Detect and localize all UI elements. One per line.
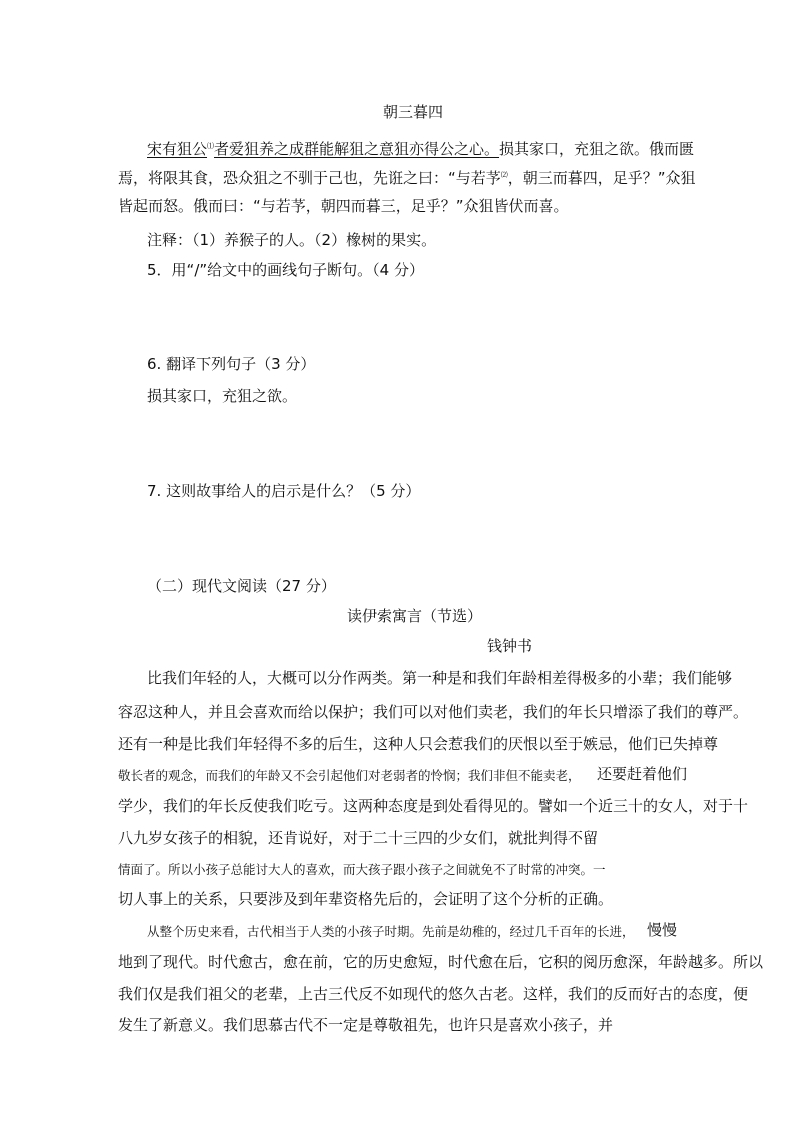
paragraph-text: 损其家口，充狙之欲。俄而匮 [499, 140, 695, 158]
paragraph-text: ，朝三而暮四，足乎？”众狙 [507, 169, 696, 187]
classical-paragraph-line-3: 皆起而怒。俄而曰：“与若芧，朝四而暮三，足乎？”众狙皆伏而喜。 [118, 197, 569, 215]
note-mark-1: ⑴ [207, 142, 215, 150]
modern-line-10: 地到了现代。时代愈古，愈在前，它的历史愈短，时代愈在后，它积的阅历愈深，年龄越多。所以 [118, 953, 764, 971]
modern-line-9: 从整个历史来看，古代相当于人类的小孩子时期。先前是幼稚的，经过几千百年的长进， [147, 924, 635, 939]
underlined-sentence-b: 者爱狙养之成群能解狙之意狙亦得公之心。 [214, 140, 500, 158]
classical-title: 朝三暮四 [383, 103, 444, 121]
modern-line-1: 比我们年轻的人，大概可以分作两类。第一种是和我们年龄相差得极多的小辈；我们能够 [147, 669, 733, 687]
classical-paragraph-line-2 [118, 165, 696, 188]
modern-line-8: 切人事上的关系，只要涉及到年辈资格先后的，会证明了这个分析的正确。 [118, 890, 614, 908]
question-5: 5．用“/”给文中的画线句子断句。（4 分） [147, 261, 424, 279]
question-7: 7. 这则故事给人的启示是什么？（5 分） [147, 482, 421, 500]
modern-line-7: 情面了。所以小孩子总能讨大人的喜欢，而大孩子跟小孩子之间就免不了时常的冲突。一 [118, 862, 606, 877]
underlined-sentence-a: 宋有狙公 [147, 140, 208, 158]
modern-line-11: 我们仅是我们祖父的老辈，上古三代反不如现代的悠久古老。这样，我们的反而好古的态度，便 [118, 985, 749, 1003]
question-6-sentence: 损其家口，充狙之欲。 [147, 387, 298, 405]
question-6: 6. 翻译下列句子（3 分） [147, 355, 316, 373]
modern-line-4: 敬长者的观念，而我们的年龄又不会引起他们对老弱者的怜悯；我们非但不能卖老， [118, 768, 581, 783]
note-mark-2: ⑵ [500, 171, 508, 179]
modern-line-6: 八九岁女孩子的相貌，还肯说好，对于二十三四的少女们，就批判得不留 [118, 829, 599, 847]
modern-line-9-end: 慢慢 [647, 921, 678, 939]
modern-line-12: 发生了新意义。我们思慕古代不一定是尊敬祖先，也许只是喜欢小孩子，并 [118, 1016, 614, 1034]
modern-line-3: 还有一种是比我们年轻得不多的后生，这种人只会惹我们的厌恨以至于嫉忌，他们已失掉尊 [118, 735, 719, 753]
modern-author: 钱钟书 [487, 637, 533, 655]
modern-line-2: 容忍这种人，并且会喜欢而给以保护；我们可以对他们卖老，我们的年长只增添了我们的尊严。 [118, 703, 749, 721]
modern-line-5: 学少，我们的年长反使我们吃亏。这两种态度是到处看得见的。譬如一个近三十的女人，对于十 [118, 797, 749, 815]
notes: 注释：（1）养猴子的人。（2）橡树的果实。 [147, 231, 437, 249]
classical-paragraph-line-1 [147, 136, 694, 159]
modern-line-4-end: 还要赶着他们 [597, 765, 688, 783]
modern-section-heading: （二）现代文阅读（27 分） [147, 577, 336, 595]
paragraph-text: 焉，将限其食，恐众狙之不驯于己也，先诳之曰：“与若芧 [118, 169, 501, 187]
modern-title: 读伊索寓言（节选） [347, 607, 483, 625]
